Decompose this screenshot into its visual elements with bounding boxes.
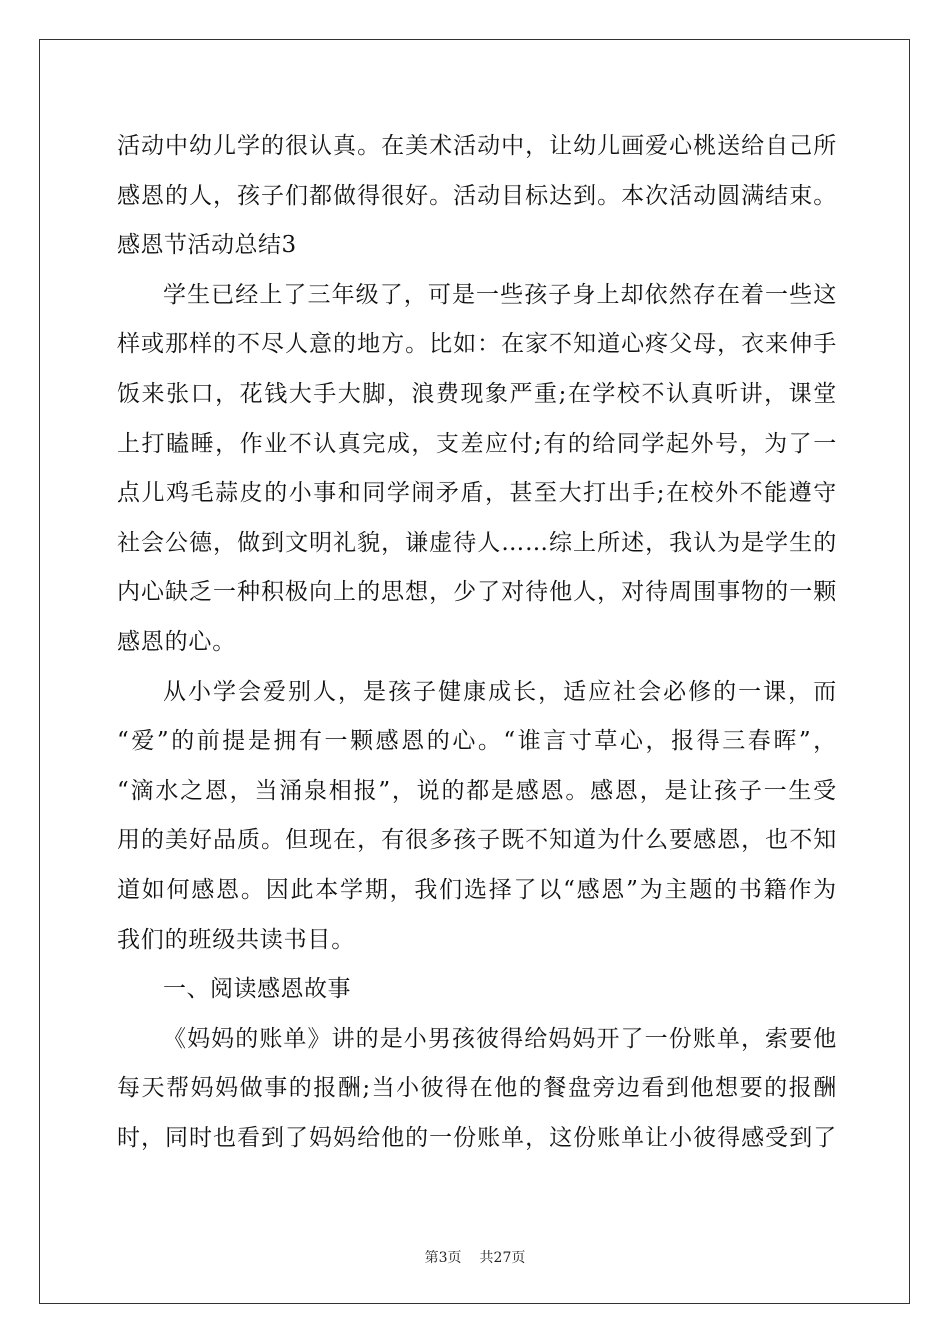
text-line: 学生已经上了三年级了，可是一些孩子身上却依然存在着一些这 <box>163 281 837 308</box>
subsection-heading: 一、阅读感恩故事 <box>163 976 351 1003</box>
text-line: 道如何感恩。因此本学期，我们选择了以“感恩”为主题的书籍作为 <box>117 876 837 903</box>
text-line: 感恩的心。 <box>117 628 236 655</box>
text-line: 《妈妈的账单》讲的是小男孩彼得给妈妈开了一份账单，索要他 <box>163 1025 837 1052</box>
document-body <box>117 122 837 1163</box>
text-line: “滴水之恩，当涌泉相报”，说的都是感恩。感恩，是让孩子一生受 <box>117 777 837 804</box>
text-line: 从小学会爱别人，是孩子健康成长，适应社会必修的一课，而 <box>163 678 837 705</box>
text-line: 样或那样的不尽人意的地方。比如：在家不知道心疼父母，衣来伸手 <box>117 331 837 358</box>
text-line: 点儿鸡毛蒜皮的小事和同学闹矛盾，甚至大打出手;在校外不能遵守 <box>117 480 837 507</box>
text-line: 社会公德，做到文明礼貌，谦虚待人……综上所述，我认为是学生的 <box>117 529 837 556</box>
text-line: 饭来张口，花钱大手大脚，浪费现象严重;在学校不认真听讲，课堂 <box>117 380 837 407</box>
text-line: 感恩的人，孩子们都做得很好。活动目标达到。本次活动圆满结束。 <box>117 182 837 209</box>
text-line: 用的美好品质。但现在，有很多孩子既不知道为什么要感恩，也不知 <box>117 827 837 854</box>
text-line: 我们的班级共读书目。 <box>117 926 355 953</box>
text-line: “爱”的前提是拥有一颗感恩的心。“谁言寸草心，报得三春晖”， <box>117 728 837 755</box>
text-line: 每天帮妈妈做事的报酬;当小彼得在他的餐盘旁边看到他想要的报酬 <box>117 1075 837 1102</box>
text-line: 活动中幼儿学的很认真。在美术活动中，让幼儿画爱心桃送给自己所 <box>117 133 837 159</box>
page-number-total: 共27页 <box>479 1250 526 1266</box>
page-footer <box>0 1247 950 1267</box>
text-line: 时，同时也看到了妈妈给他的一份账单，这份账单让小彼得感受到了 <box>117 1124 837 1151</box>
page-number-current: 第3页 <box>424 1250 462 1266</box>
text-line: 上打瞌睡，作业不认真完成，支差应付;有的给同学起外号，为了一 <box>117 430 837 457</box>
text-line: 内心缺乏一种积极向上的思想，少了对待他人，对待周围事物的一颗 <box>117 579 837 606</box>
section-heading: 感恩节活动总结3 <box>117 232 297 259</box>
